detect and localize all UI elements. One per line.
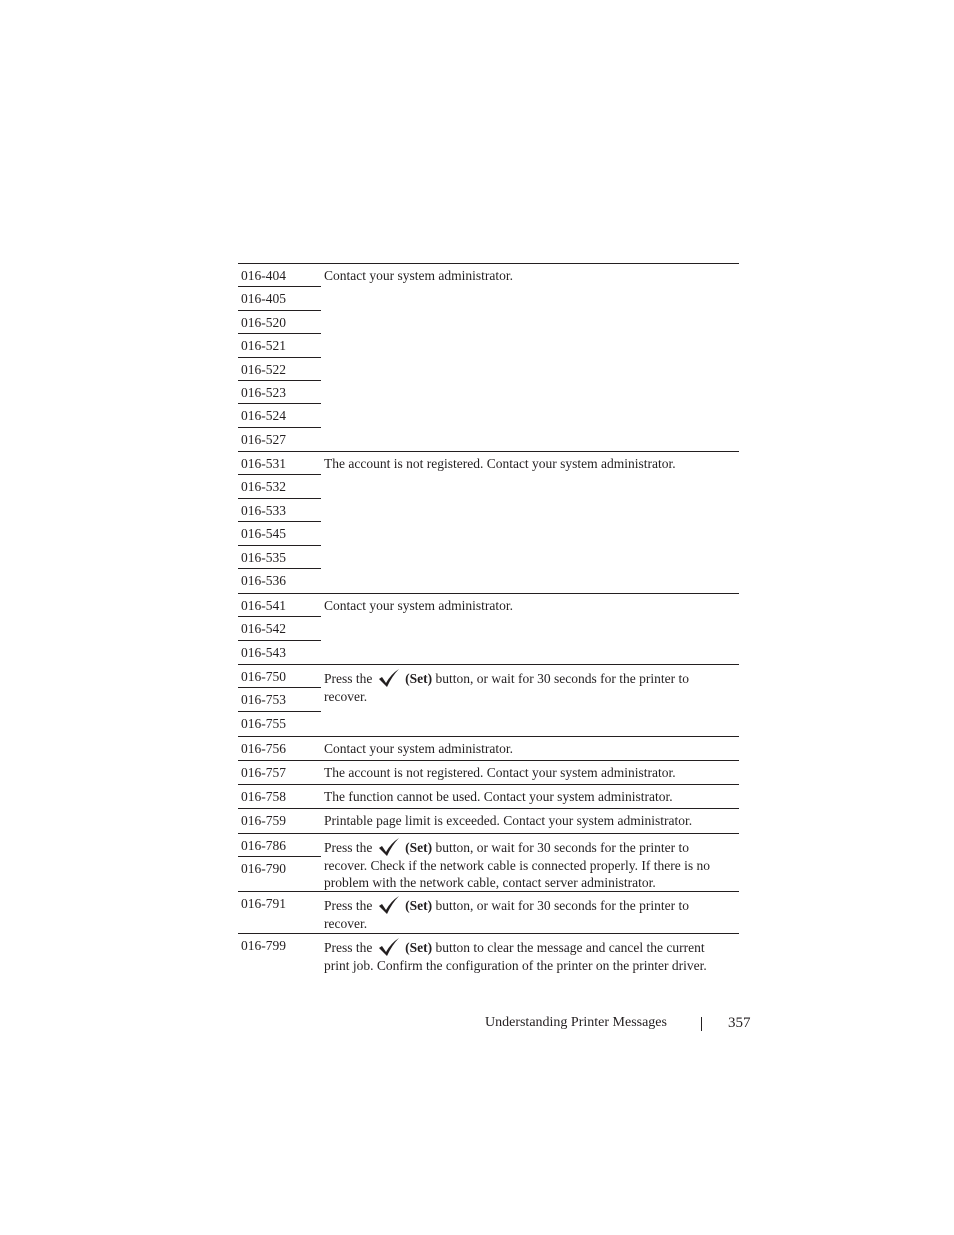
- table-row-group: [238, 933, 739, 979]
- error-code-cell: 016-524: [238, 404, 321, 427]
- code-column: [238, 892, 321, 915]
- set-button-label: (Set): [405, 671, 433, 686]
- message-cell: [324, 668, 729, 705]
- code-column: [238, 809, 321, 832]
- error-code-cell: 016-542: [238, 617, 321, 640]
- page-footer: [0, 1015, 954, 1035]
- message-prefix: Press the: [324, 940, 373, 955]
- page-number: 357: [728, 1015, 751, 1031]
- error-code-cell: 016-533: [238, 499, 321, 522]
- code-column: [238, 761, 321, 784]
- code-column: [238, 452, 321, 592]
- error-code-cell: 016-757: [241, 765, 286, 780]
- message-cell: Contact your system administrator.: [324, 268, 513, 283]
- code-column: [238, 737, 321, 760]
- error-code-cell: 016-536: [241, 572, 286, 588]
- table-row-group: [238, 808, 739, 833]
- table-row-group: [238, 833, 739, 891]
- set-button-label: (Set): [405, 940, 433, 955]
- error-code-cell: 016-790: [241, 861, 286, 877]
- footer-divider: [701, 1017, 702, 1031]
- error-code-cell: 016-753: [238, 688, 321, 711]
- error-code-table: [238, 263, 739, 979]
- message-suffix: button, or wait for 30 seconds for the printer to recover. Check if the network cable is connected properly. If there is no problem with the network cable, contact server administrator.: [324, 840, 710, 890]
- error-code-cell: 016-541: [238, 594, 321, 617]
- table-row-group: [238, 760, 739, 784]
- error-code-cell: 016-545: [238, 522, 321, 545]
- error-code-cell: 016-786: [238, 834, 321, 857]
- error-code-cell: 016-520: [238, 311, 321, 334]
- message-cell: [324, 837, 729, 891]
- code-column: [238, 665, 321, 735]
- message-cell: The account is not registered. Contact your system administrator.: [324, 456, 676, 471]
- message-cell: [324, 895, 729, 932]
- error-code-cell: 016-750: [238, 665, 321, 688]
- message-cell: [324, 937, 729, 974]
- checkmark-icon: [378, 668, 400, 688]
- code-column: [238, 834, 321, 881]
- message-prefix: Press the: [324, 671, 373, 686]
- error-code-cell: 016-527: [241, 431, 286, 447]
- table-row-group: [238, 891, 739, 933]
- error-code-cell: 016-791: [241, 896, 286, 911]
- code-column: [238, 934, 321, 957]
- error-code-cell: 016-535: [238, 546, 321, 569]
- message-prefix: Press the: [324, 840, 373, 855]
- table-row-group: [238, 263, 739, 451]
- table-row-group: [238, 451, 739, 593]
- error-code-cell: 016-799: [241, 938, 286, 953]
- code-column: [238, 785, 321, 808]
- error-code-cell: 016-523: [238, 381, 321, 404]
- error-code-cell: 016-756: [241, 741, 286, 756]
- message-cell: Contact your system administrator.: [324, 598, 513, 613]
- message-cell: The account is not registered. Contact your system administrator.: [324, 765, 676, 780]
- message-prefix: Press the: [324, 898, 373, 913]
- error-code-cell: 016-755: [241, 715, 286, 731]
- table-row-group: [238, 593, 739, 664]
- error-code-cell: 016-758: [241, 789, 286, 804]
- message-cell: Contact your system administrator.: [324, 741, 513, 756]
- error-code-cell: 016-405: [238, 287, 321, 310]
- error-code-cell: 016-532: [238, 475, 321, 498]
- footer-section-title: Understanding Printer Messages: [485, 1015, 667, 1030]
- table-row-group: [238, 664, 739, 736]
- message-cell: Printable page limit is exceeded. Contact your system administrator.: [324, 813, 693, 828]
- error-code-cell: 016-521: [238, 334, 321, 357]
- message-suffix: button to clear the message and cancel the current print job. Confirm the configuration of the printer on the printer driver.: [324, 940, 707, 973]
- error-code-cell: 016-543: [241, 644, 286, 660]
- table-row-group: [238, 736, 739, 760]
- set-button-label: (Set): [405, 898, 433, 913]
- code-column: [238, 264, 321, 451]
- checkmark-icon: [378, 937, 400, 957]
- error-code-cell: 016-759: [241, 813, 286, 828]
- error-code-cell: 016-531: [238, 452, 321, 475]
- set-button-label: (Set): [405, 840, 433, 855]
- checkmark-icon: [378, 837, 400, 857]
- checkmark-icon: [378, 895, 400, 915]
- error-code-cell: 016-522: [238, 358, 321, 381]
- table-row-group: [238, 784, 739, 808]
- message-suffix: button, or wait for 30 seconds for the printer to recover.: [324, 671, 689, 704]
- code-column: [238, 594, 321, 664]
- message-cell: The function cannot be used. Contact your system administrator.: [324, 789, 673, 804]
- message-suffix: button, or wait for 30 seconds for the printer to recover.: [324, 898, 689, 931]
- error-code-cell: 016-404: [238, 264, 321, 287]
